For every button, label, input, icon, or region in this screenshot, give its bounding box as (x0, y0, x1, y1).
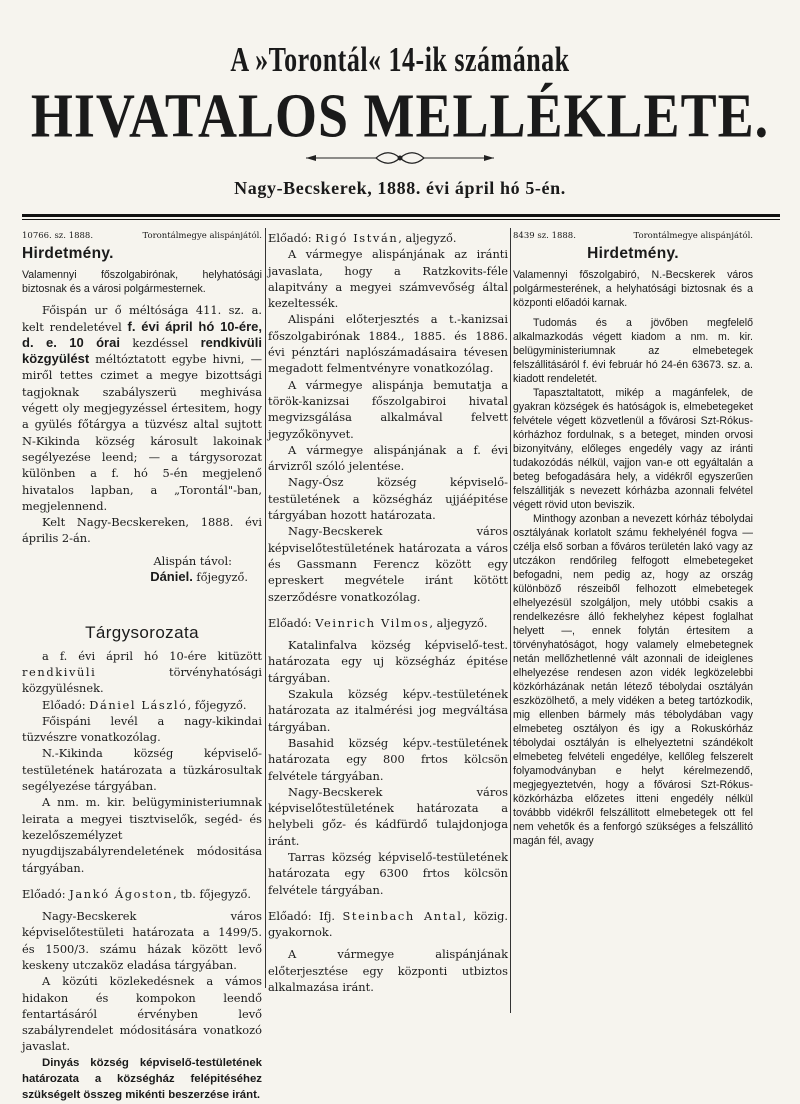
masthead-date: Nagy-Becskerek, 1888. évi ápril hó 5-én. (234, 178, 566, 198)
presenter-name: Jankó Ágoston (69, 886, 174, 901)
agenda-item: A vármegye alispánja bemutatja a török-kanizsai főszolgabiroi hivatal megvizsgálása alkalmával felvett jegyzőkönyvet. (268, 377, 508, 441)
emphasis-extraordinary: rendkivüli (22, 664, 97, 679)
text-run: , aljegyző. (429, 615, 488, 630)
agenda-item: A közúti közlekedésnek a vámos hidakon és kompokon leendő fentartásáról érvényben levő szabályrendelet módositására vonatkozó javaslat. (22, 974, 262, 1054)
agenda-intro (22, 648, 262, 697)
agenda-item: A vármegye alispánjának előterjesztése egy központi utbiztos alkalmazása iránt. (268, 947, 508, 995)
masthead-rule-thick (22, 214, 780, 217)
presenter-name: Dániel László (89, 697, 188, 712)
notice-addressees: Valamennyi főszolgabiró, N.-Becskerek város polgármesterének, a helyhatósági biztosnak és a központi előadói karnak. (513, 269, 753, 310)
text-run: , tb. főjegyző. (173, 886, 251, 901)
text-run: , közig. gyakornok. (268, 908, 509, 940)
masthead-rule-thin (22, 219, 780, 220)
emphasis-assembly: rendkivüli közgyülést (22, 334, 262, 367)
masthead-title: HIVATALOS MELLÉKLETE. (30, 81, 770, 151)
text-run: a f. évi ápril hó 10-ére kitüzött (42, 648, 262, 663)
text-run: Előadó: (22, 886, 70, 901)
agenda-item: Nagy-Becskerek város képviselőtestületi határozata a 1499/5. és 1500/3. számu házak között levő keskeny utczaköz eladása tárgyában. (22, 909, 262, 972)
text-run: Előadó: Ifj. (268, 908, 343, 923)
presenter-line (268, 230, 508, 246)
signature-line-1: Alispán távol: (153, 553, 232, 568)
presenter-line (22, 697, 262, 713)
text-run: , főjegyző. (187, 697, 247, 712)
text-run: Előadó: (268, 615, 316, 630)
signature-title: főjegyző. (192, 570, 248, 585)
agenda-heading: Tárgysorozata (85, 623, 199, 643)
text-run: Előadó: (268, 231, 316, 245)
notice-heading: Hirdetmény. (22, 245, 114, 262)
signature-name: Dániel. (150, 569, 193, 585)
text-run: Főispán ur ő méltósága 411. sz. a. kelt rendeletével (22, 303, 262, 334)
agenda-item: Tarras község képviselő-testületének határozata egy 6300 frtos kölcsön felvétele tárgyában. (268, 849, 508, 897)
text-run: kezdéssel (119, 335, 201, 350)
notice-date-paragraph: Kelt Nagy-Becskereken, 1888. évi április 2-án. (22, 515, 262, 546)
presenter-name: Rigó István (315, 231, 399, 245)
notice-header (22, 230, 262, 242)
column-rule-2 (510, 228, 511, 1013)
issuer: Torontálmegye alispánjától. (142, 231, 262, 241)
issuer: Torontálmegye alispánjától. (633, 231, 753, 241)
masthead-top-line: A »Torontál« 14-ik számának (230, 40, 570, 80)
reference-number: 10766. sz. 1888. (22, 231, 94, 241)
agenda-item: A vármegye alispánjának a f. évi árvizről szóló jelentése. (268, 442, 508, 474)
agenda-item: Dinyás község képviselő-testületének határozata a községház felépitéséhez szükségelt összeg mikénti beszerzése iránt. (22, 1056, 262, 1102)
column-middle (268, 230, 509, 995)
agenda-item: N.-Kikinda község képviselő-testületének határozata a tüzkárosultak segélyezése tárgyában. (22, 746, 262, 794)
agenda-item: Basahid község képv.-testületének határozata egy 800 frtos kölcsön felvétele tárgyában. (268, 735, 508, 783)
ornament-divider (306, 150, 494, 166)
notice-paragraph (22, 302, 262, 514)
emphasis-date: f. évi ápril hó 10-ére, d. e. 10 órai (22, 318, 262, 350)
notice-paragraph: Minthogy azonban a nevezett kórház téboly​dai osztályának korlatolt számu fekhelyénél fogva — czélja első sorban a főváros területén lakó vagy az utczákon rendőrileg felfogott elmebetegeket befogadni, nem pedig az, hogy az ország különböző részeiből felhozott elmebetegek elhelyezésül szolgáljon, mely utóbbi csakis a rendelkezésre álló fekhelyhez képest foglalhat helyett —, ennek folytán értesitem a törvényhatóságot, hogy valamely elmebetegnek netán mellőzhetlenné vált azonnali de ideiglenes elhelyezése rendesen azon vidék legközelebbi közkórházának netán létező téboly​dai osztályán eszközölhető, a mely vidéken a beteg tartózkodik, mig ellenben bármely más tébolydában vagy elmebeteg osztályon és igy a Rokuskórház tébolydai osztályán is elhelyeztetni szándékolt elmebeteg felvételi engedélye, kellőleg felszerelt folyamodványban e helyt kérelmezendő, megjegyeztetvén, hogy a fővárosi Szt-Rókus-közkórházba előzetes itteni engedély nélkül továbbb vidékről felszállitott elmebetegek ott fel nem vehetők és a fenforgó szükséges a felszállitó magán fél, avagy (513, 513, 753, 848)
presenter-line (22, 886, 262, 902)
agenda-item: A vármegye alispánjának az iránti javaslata, hogy a Ratzkovits-féle alapitvány a megyei számvevőség által kezeltessék. (268, 247, 508, 311)
presenter-name: Steinbach Antal (342, 908, 463, 923)
notice-paragraph: Tudomás és a jövőben megfelelő alkalmazkodás végett kiadom a nm. m. kir. belügyministeriumnak az elmebetegek felszállitásáról f. évi február hó 24-én 63673. sz. a. kiadott rendeletét. (513, 317, 753, 386)
agenda-item: A nm. m. kir. belügyministeriumnak leirata a megyei tisztviselők, segéd- és kezelőszemélyzet nyugdijszabályrendeletének módositása tárgyában. (22, 795, 262, 875)
agenda-item: Nagy-Becskerek város képviselőtestületének határozata a helybeli gőz- és kádfürdő tulajdonjoga iránt. (268, 784, 508, 848)
column-left (22, 230, 262, 1102)
text-run: , aljegyző. (398, 231, 457, 245)
text-run: törvényhatósági közgyülésnek. (22, 664, 262, 696)
column-rule-1 (265, 228, 266, 988)
column-right (513, 230, 753, 1020)
agenda-item: Szakula község képv.-testületének határozata az italmérési jog megváltása tárgyában. (268, 687, 508, 734)
text-run: méltóztatott egybe hivni, — miről tettes czimet a megye bizottsági tagjoknak szabályszerü meghivása végett oly megjegyzéssel értesitem, hogy a gyülés főtárgya a tüzvész altal sujtott N-Kikinda község károsult lakoinak segélyezése leend; — a tárgysorozat különben a f. hó 5-én megjelenő hivatalos lapban, a „Torontál"-ban, megjelennend. (22, 352, 262, 513)
agenda-item: Nagy-Becskerek város képviselőtestületének határozata a város és Gassmann Ferencz között egy epreskert megvétele iránt kötött szerződésre vonatkozólag. (268, 524, 508, 604)
presenter-line (268, 615, 508, 631)
presenter-line (268, 908, 508, 941)
agenda-item: Katalinfalva község képviselő-test. határozata egy uj községház épitése tárgyában. (268, 638, 508, 685)
notice-addressees: Valamennyi főszolgabirónak, helyhatósági biztosnak és a városi polgármesternek. (22, 269, 262, 296)
notice-header (513, 230, 753, 242)
text-run: Előadó: (42, 697, 90, 712)
notice-heading: Hirdetmény. (587, 245, 679, 262)
notice-paragraph: Tapasztaltatott, mikép a magánfelek, de gyakran községek és hatóságok is, elmebetegeket felvétele végett közvetlenül a fővárosi Szt-Rókus-kórházhoz fordulnak, s a beteget, minden orvosi bizonyitvány, előleges engedély vagy az iránti tudakozódás nélkül, vajjon van-e ott egyáltalán a beteg befogadására hely, a vidékről egyszerűen felszállitják s nevezett kórházba azonnali felvétel végett rövid uton beviszik. (513, 387, 753, 512)
signature-line-2 (22, 569, 262, 585)
agenda-item: Nagy-Ósz község képviselő-testületének a községház ujjáépitése tárgyában hozott határozata. (268, 475, 508, 523)
presenter-name: Veinrich Vilmos (315, 615, 430, 630)
agenda-item: Főispáni levél a nagy-kikindai tüzvészre vonatkozólag. (22, 713, 262, 745)
agenda-item: Alispáni előterjesztés a t.-kanizsai főszolgabirónak 1884., 1885. és 1886. évi pénztári naplószámadásaira tévesen megadott felmentvényre vonatkozólag. (268, 312, 508, 376)
reference-number: 8439 sz. 1888. (513, 231, 576, 241)
